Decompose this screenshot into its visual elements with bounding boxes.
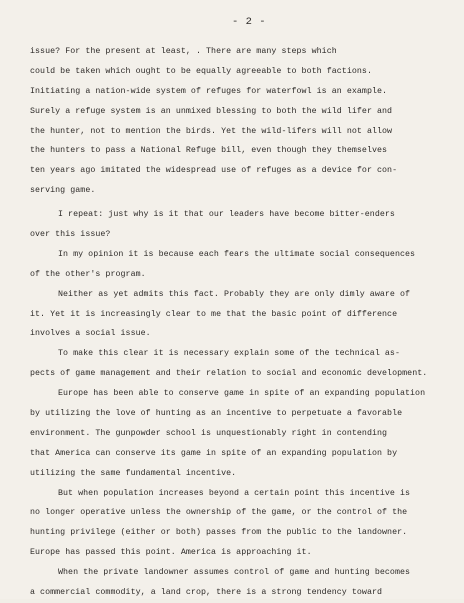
text-line: involves a social issue. xyxy=(30,329,151,339)
paragraph xyxy=(30,484,440,564)
text-line: Surely a refuge system is an unmixed blessing to both the wild lifer and xyxy=(30,106,393,116)
paragraph xyxy=(30,42,440,201)
text-line: serving game. xyxy=(30,186,96,196)
text-line: ten years ago imitated the widespread use of refuges as a device for con- xyxy=(30,166,398,176)
paragraph xyxy=(30,384,440,483)
text-line: I repeat: just why is it that our leaders have become bitter-enders xyxy=(58,210,395,220)
text-line: Neither as yet admits this fact. Probably they are only dimly aware of xyxy=(58,289,411,299)
text-line: Europe has passed this point. America is approaching it. xyxy=(30,548,312,558)
text-line: the hunter, not to mention the birds. Yet the wild-lifers will not allow xyxy=(30,126,393,136)
text-line: When the private landowner assumes control of game and hunting becomes xyxy=(58,568,411,578)
paragraph xyxy=(30,563,440,603)
text-line: no longer operative unless the ownership of the game, or the control of the xyxy=(30,508,408,518)
text-line: utilizing the same fundamental incentive. xyxy=(30,468,237,478)
text-line: issue? For the present at least, . There are many steps which xyxy=(30,47,337,56)
text-line: by utilizing the love of hunting as an incentive to perpetuate a favorable xyxy=(30,409,403,419)
text-line: that America can conserve its game in spite of an expanding population by xyxy=(30,448,398,458)
paragraph xyxy=(30,205,440,245)
text-line: environment. The gunpowder school is unquestionably right in contending xyxy=(30,428,388,438)
text-line: over this issue? xyxy=(30,230,111,240)
text-line: pects of game management and their relation to social and economic development. xyxy=(30,369,428,379)
text-line: the hunters to pass a National Refuge bill, even though they themselves xyxy=(30,146,388,156)
text-line: Europe has been able to conserve game in spite of an expanding population xyxy=(58,389,426,399)
paragraph xyxy=(30,285,440,345)
text-line: But when population increases beyond a certain point this incentive is xyxy=(58,488,411,498)
body-text xyxy=(30,42,440,603)
text-line: hunting privilege (either or both) passes from the public to the landowner. xyxy=(30,528,408,538)
paragraph xyxy=(30,344,440,384)
text-line: of the other's program. xyxy=(30,269,146,279)
paragraph xyxy=(30,245,440,285)
text-line: it. Yet it is increasingly clear to me that the basic point of difference xyxy=(30,309,398,319)
text-line: a commercial commodity, a land crop, there is a strong tendency toward xyxy=(30,588,383,598)
text-line: could be taken which ought to be equally agreeable to both factions. xyxy=(30,66,372,76)
text-line: In my opinion it is because each fears the ultimate social consequences xyxy=(58,249,416,259)
text-line: To make this clear it is necessary explain some of the technical as- xyxy=(58,349,400,359)
page-number: - 2 - xyxy=(231,16,266,28)
text-line: Initiating a nation-wide system of refuges for waterfowl is an example. xyxy=(30,86,388,96)
